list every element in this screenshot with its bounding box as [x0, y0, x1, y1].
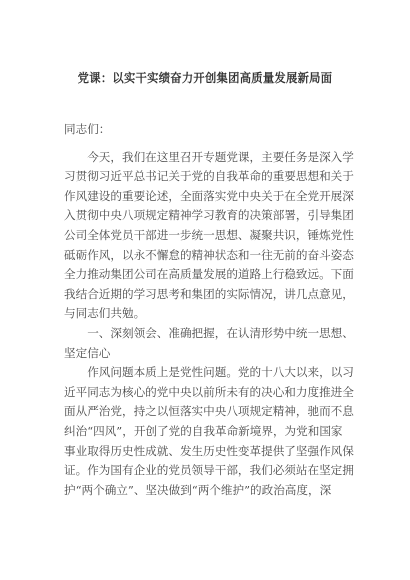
document-body — [64, 120, 360, 500]
paragraph-line: 纠治“四风”，开创了党的自我革命新境界，为党和国家 — [64, 423, 343, 438]
greeting: 同志们： — [64, 122, 111, 136]
document-title: 党课：以实干实绩奋力开创集团高质量发展新局面 — [77, 71, 333, 85]
paragraph-line: 公司全体党员干部进一步统一思想、凝聚共识，锤炼党性 — [64, 227, 354, 242]
heading-line: 坚定信心 — [64, 345, 111, 360]
paragraph-line: 砥砺作风，以永不懈怠的精神状态和一往无前的奋斗姿态 — [64, 247, 354, 262]
paragraph-line: 今天，我们在这里召开专题党课，主要任务是深入学 — [64, 149, 354, 164]
spacer — [64, 140, 360, 148]
paragraph-line: 习贯彻习近平总书记关于党的自我革命的重要思想和关于 — [64, 169, 354, 184]
paragraph-line: 作风建设的重要论述，全面落实党中央关于在全党开展深 — [64, 188, 354, 203]
paragraph-line: 作风问题本质上是党性问题。党的十八大以来，以习 — [64, 365, 354, 380]
paragraph-line: 近平同志为核心的党中央以前所未有的决心和力度推进全 — [64, 384, 354, 399]
paragraph-line: 事业取得历史性成就、发生历史性变革提供了坚强作风保 — [64, 443, 354, 458]
paragraph-line: 我结合近期的学习思考和集团的实际情况，讲几点意见， — [64, 286, 354, 301]
section-heading-1 — [64, 324, 360, 363]
paragraph-line: 与同志们共勉。 — [64, 306, 146, 321]
paragraph-line: 证。作为国有企业的党员领导干部，我们必须站在坚定拥 — [64, 463, 354, 478]
paragraph-line: 全力推动集团公司在高质量发展的道路上行稳致远。下面 — [64, 267, 354, 282]
paragraph-section-1 — [64, 363, 360, 500]
paragraph-line: 面从严治党，持之以恒落实中央八项规定精神，驰而不息 — [64, 404, 354, 419]
paragraph-intro — [64, 148, 360, 324]
paragraph-line: 入贯彻中央八项规定精神学习教育的决策部署，引导集团 — [64, 208, 354, 223]
heading-line: 一、深刻领会、准确把握，在认清形势中统一思想、 — [64, 325, 354, 340]
paragraph-line: 护“两个确立”、坚决做到“两个维护”的政治高度，深 — [64, 482, 332, 497]
